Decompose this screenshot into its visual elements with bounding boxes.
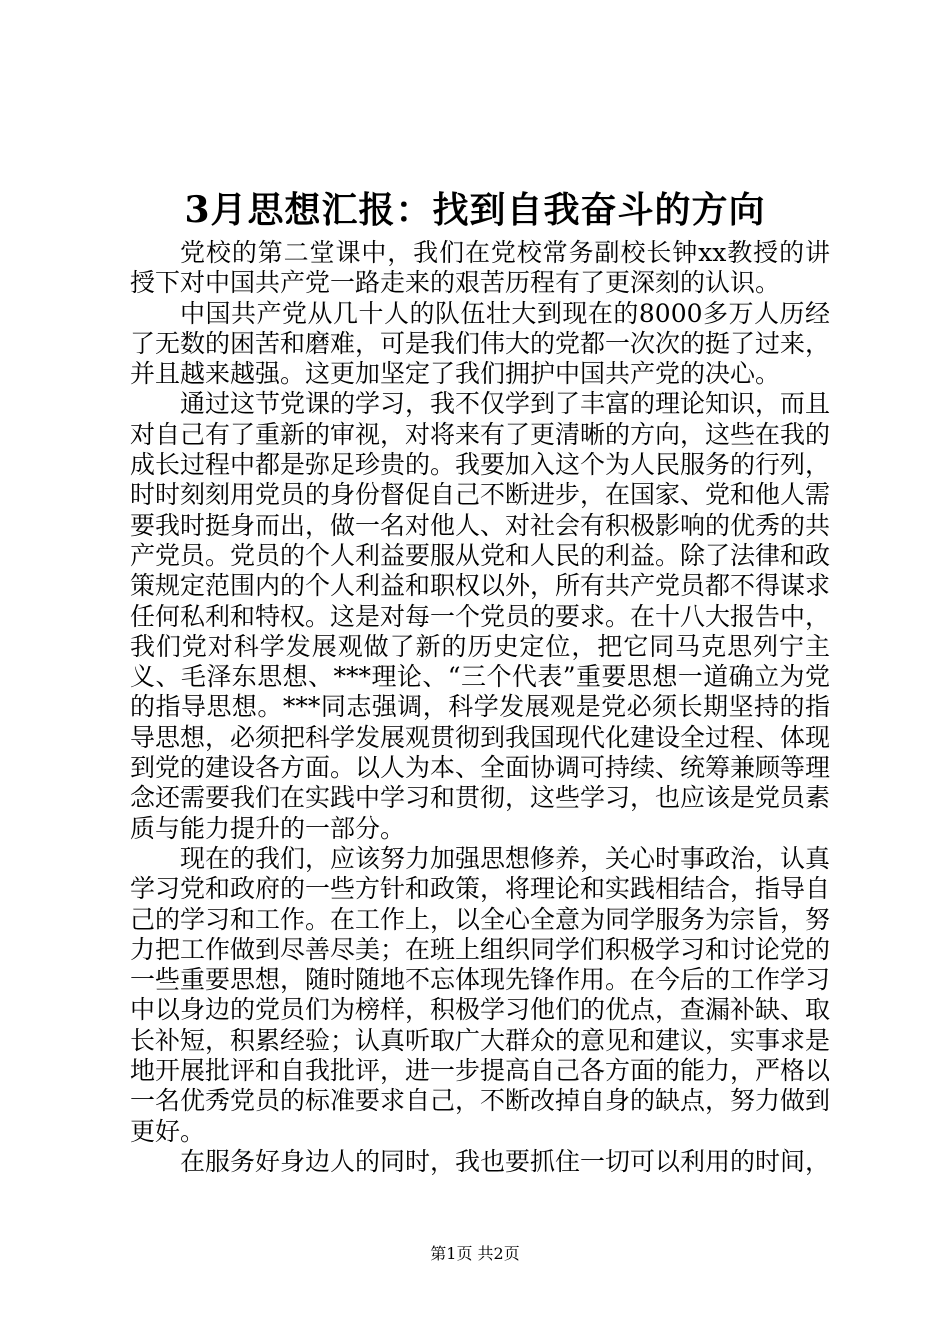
paragraph-4: 现在的我们，应该努力加强思想修养，关心时事政治，认真学习党和政府的一些方针和政策，将理论和实践相结合，指导自己的学习和工作。在工作上，以全心全意为同学服务为宗旨，努力把工作做到尽善尽美；在班上组织同学们积极学习和讨论党的一些重要思想，随时随地不忘体现先锋作用。在今后的工作学习中以身边的党员们为榜样，积极学习他们的优点，查漏补缺、取长补短，积累经验；认真听取广大群众的意见和建议，实事求是地开展批评和自我批评，进一步提高自己各方面的能力，严格以一名优秀党员的标准要求自己，不断改掉自身的缺点，努力做到更好。: [130, 843, 831, 1146]
document-body: [130, 238, 830, 1177]
paragraph-5: 在服务好身边人的同时，我也要抓住一切可以利用的时间，: [180, 1146, 831, 1176]
document-title: 3月思想汇报：找到自我奋斗的方向: [184, 189, 766, 231]
paragraph-2: 中国共产党从几十人的队伍壮大到现在的8000多万人历经了无数的困苦和磨难，可是我们伟大的党都一次次的挺了过来，并且越来越强。这更加坚定了我们拥护中国共产党的决心。: [130, 298, 831, 389]
paragraph-1: 党校的第二堂课中，我们在党校常务副校长钟xx教授的讲授下对中国共产党一路走来的艰苦历程有了更深刻的认识。: [130, 238, 830, 298]
paragraph-3: 通过这节党课的学习，我不仅学到了丰富的理论知识，而且对自己有了重新的审视，对将来有了更清晰的方向，这些在我的成长过程中都是弥足珍贵的。我要加入这个为人民服务的行列，时时刻刻用党员的身份督促自己不断进步，在国家、党和他人需要我时挺身而出，做一名对他人、对社会有积极影响的优秀的共产党员。党员的个人利益要服从党和人民的利益。除了法律和政策规定范围内的个人利益和职权以外，所有共产党员都不得谋求任何私利和特权。这是对每一个党员的要求。在十八大报告中，我们党对科学发展观做了新的历史定位，把它同马克思列宁主义、毛泽东思想、***理论、“三个代表”重要思想一道确立为党的指导思想。***同志强调，科学发展观是党必须长期坚持的指导思想，必须把科学发展观贯彻到我国现代化建设全过程、体现到党的建设各方面。以人为本、全面协调可持续、统筹兼顾等理念还需要我们在实践中学习和贯彻，这些学习，也应该是党员素质与能力提升的一部分。: [130, 389, 831, 843]
page-number-footer: 第1页 共2页: [430, 1244, 520, 1263]
